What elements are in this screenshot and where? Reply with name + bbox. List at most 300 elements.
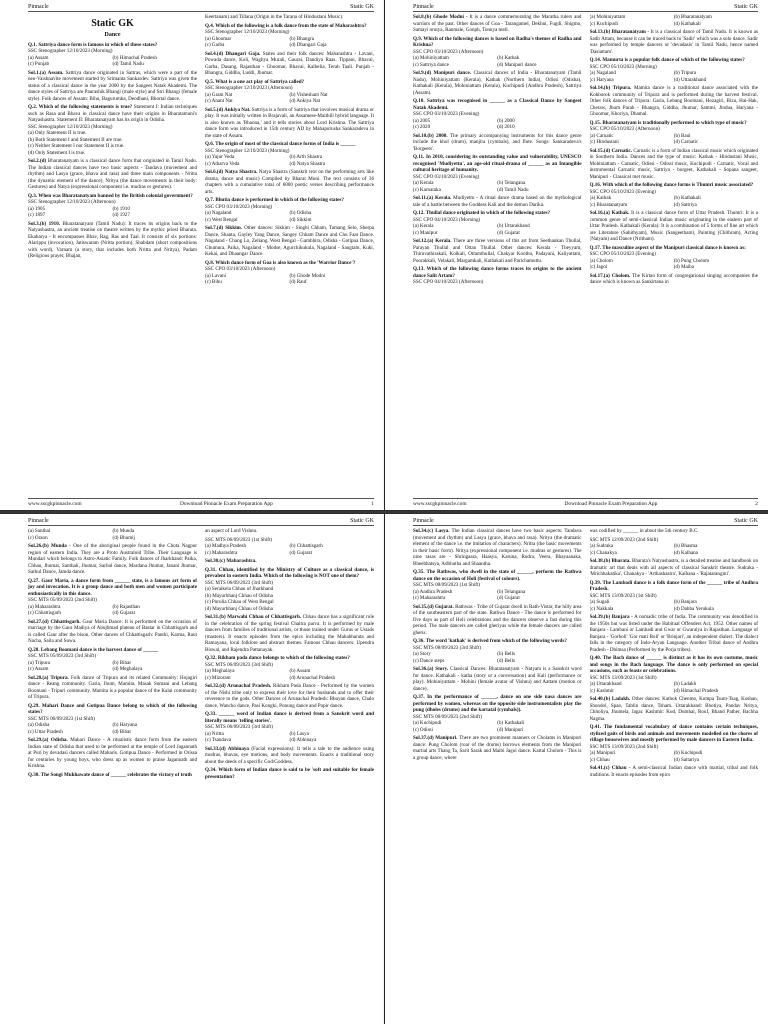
answer-option: (c) Oraon	[28, 534, 48, 541]
answer-option: (a) Carnatic	[589, 132, 614, 139]
answer-options	[28, 660, 197, 673]
answer-option: (c) Anant Nat	[205, 98, 233, 104]
answer-options	[590, 750, 759, 763]
answer-option: (d) Bihar	[112, 728, 132, 735]
answer-option: (a) Lavani	[205, 272, 227, 279]
question-text: Q.17. The masculine aspect of the Manipuri classical dance is known as:	[589, 244, 746, 251]
question-block	[205, 528, 374, 535]
answer-option: (c) Hindustani	[589, 139, 619, 145]
exam-source: SSC MTS 13/09/2023 (2nd Shift)	[589, 743, 659, 750]
body-text: Rathwas - Tribe of Gujarat dwell in Rath-Vistar, the hilly area of the southeastern part of the state. Rathwa Dance - The dance is performed for five days as part of Holi celebrations and the dancers observe a fast during this period. The male dancers are called gheriyas while the female dancers are called gheris.	[413, 603, 582, 636]
exam-source: SSC CPO 05/10/2023 (Evening)	[589, 188, 656, 195]
exam-source: SSC Stenographer 12/10/2023 (Afternoon)	[28, 199, 116, 205]
body-text: Mudiyettu - A ritual dance drama based on the mythological tale of a battle between the Goddess Kali and the demon Darika.	[413, 195, 582, 208]
question-block	[590, 273, 759, 286]
question-text: Q.30. The Songi Mukhawate dance of ______ celebrates the victory of truth	[28, 771, 192, 778]
solution-label: Sol.36.(a) Story.	[413, 666, 449, 672]
solution-label: Sol.8.(b) Ghode Modni -	[413, 14, 468, 20]
exam-source: SSC CPO 03/10/2023 (Afternoon)	[205, 266, 276, 272]
answer-option: (c) Chhau	[589, 756, 610, 763]
exam-source: SSC MTS 13/09/2023 (1st Shift)	[589, 674, 657, 681]
answer-option: (c) Bihu	[205, 279, 222, 285]
answer-option: (d) Mayurbhanj Chhau of Odisha	[205, 605, 273, 612]
answer-option: (c) Neither Statement I nor Statement II is true.	[28, 143, 125, 149]
body-text: Sattriya dance originated in Sattras, which were a part of the neo-Vaishnavite movement started by Srimanta Sankardev. Sattriya was given the status of a classical dance in the year 2000 by the Sangeet Natak Akademi. The dance styles of Sattriya are Paurashik Bhangi (male style) and Stri Bhangi (female style). Folk dances of Assam: Bihu, Bagurumba, Deodhani, Bhortal dance.	[28, 69, 197, 102]
answer-options	[590, 543, 759, 556]
header-subject: Static GK	[350, 517, 374, 524]
page-4	[385, 514, 768, 1024]
answer-option: (b) Bells	[497, 651, 515, 657]
question-block	[590, 245, 759, 271]
answer-option: (a) Kuchipudi	[413, 720, 442, 726]
solution-label: Sol.1.(a) Assam.	[28, 69, 64, 76]
question-block	[590, 210, 759, 243]
answer-option: (b) Lasya	[289, 730, 309, 737]
question-text: Q.8. Which dance form of Goa is also known as the 'Warrior Dance'?	[205, 259, 356, 266]
question-block	[205, 537, 374, 557]
exam-source: SSC MTS 08/09/2023 (2nd Shift)	[413, 713, 482, 720]
exam-source: SSC CPO 03/10/2023 (Evening)	[413, 111, 480, 117]
answer-option: (a) Sugali	[589, 599, 610, 605]
answer-option: (d) Sikkim	[289, 216, 312, 223]
answer-option: (b) Haryana	[112, 722, 137, 728]
solution-label: Sol.28.(a) Tripura.	[28, 674, 69, 681]
answer-option: (a) Nritta	[205, 730, 224, 737]
answer-option: (a) Seraikela Chhau of Jharkhand	[205, 586, 274, 592]
question-text: Q.36. The word 'kathak' is derived from which of the following words?	[413, 638, 567, 644]
body-text: Classical dances of India - Bharatanatyam (Tamil Nadu), Mohiniyattam (Kerala), Kathak (Northern India), Odissi (Odisha), Kathakali (Kerala), Mohiniattam (Kerala), Kuchipudi (Andhra Pradesh), Sattriya (Assam).	[413, 70, 582, 96]
exam-source: SSC CPO 04/10/2023 (Afternoon)	[413, 279, 484, 285]
question-text: Q.16. With which of the following dance forms is Thumri music associated?	[589, 182, 754, 188]
answer-option: (c) 1897	[28, 212, 46, 218]
footer-app-promo: Download Pinnacle Exam Preparation App	[564, 500, 658, 507]
answer-option: (c) Odissi	[413, 726, 433, 733]
column-1	[28, 528, 197, 1010]
answer-option: (b) Rajasthan	[112, 603, 140, 610]
answer-option: (a) Maharashtra	[28, 603, 61, 610]
question-text: Q.2. Which of the following statements is true?	[28, 104, 133, 110]
question-text: Q.11. In 2010, considering its outstanding value and vulnerability, UNESCO recognised 'Mudiyettu', an age-old ritual-drama of ______ as an Intangible cultural heritage of humanity.	[413, 154, 582, 173]
page-columns	[28, 528, 374, 1010]
question-block	[205, 79, 374, 105]
answer-options	[28, 528, 197, 541]
body-text: A semi-classical Indian dance with martial, tribal and folk traditions. It enacts episodes from epics	[589, 765, 758, 778]
answer-option: (b) Baul	[673, 132, 691, 139]
page-columns	[28, 14, 374, 496]
question-block	[28, 675, 197, 701]
answer-option: (a) Ghoomar	[205, 35, 232, 42]
answer-option: (a) Yajur Veda	[205, 154, 235, 160]
question-list	[413, 14, 582, 286]
column-1	[413, 14, 582, 496]
answer-options	[205, 586, 374, 612]
body-text: Bharatanatyam (Tamil Nadu): It traces its origins back to the Natyashastra, an ancient treatise on theatre written by the mythic priest Bharata. Ekaharya - It encompasses Bhav, Rag, Ras and Taal. It consists of six portions: Alarippu (invocation), Jatiswaram (Nritta portion), Shabdam (short compositions with word), Varnam (a story, that includes both Nritta and Nritya), Padam (Religious prayer, Bhajan,	[28, 220, 197, 259]
question-block	[413, 238, 582, 264]
answer-option: (d) Gujarat	[497, 229, 520, 236]
footer-app-promo: Download Pinnacle Exam Preparation App	[180, 500, 273, 507]
body-text: It is a dance commemorating the Maratha rulers and warriors of the past. Other dances of Goa - Tarangamel, Dekhni, Fugdi, Shigmo, Samayi nrutya, Ranmale, Gonph, Tonnya mell.	[413, 14, 582, 33]
body-text: There are two prominent manners or Cholams in Manipuri dance: Pung Cholom (roar of the drums) borrows elements from the Manipuri martial arts Thang Ta, Sarit Sarak and Maibi Jagoi dance. Kartal Cholom - This is a group dance, where	[413, 735, 582, 761]
answer-options	[413, 223, 582, 236]
exam-source: SSC MTS 12/09/2023 (2nd Shift)	[589, 536, 659, 543]
answer-option: (b) Munda	[112, 528, 135, 534]
answer-option: (c) Maharashtra	[413, 595, 446, 601]
question-block	[590, 14, 759, 27]
answer-option: (c) Sattriya dance	[413, 61, 449, 68]
answer-option: (c) Manipur	[413, 229, 438, 236]
question-block	[413, 133, 582, 153]
question-block	[205, 141, 374, 167]
answer-option: (d) Sattriya	[673, 201, 697, 208]
question-block	[413, 36, 582, 69]
body-text: There are three versions of this art from Seethankan Thullal, Parayan Thullal and Ottan Thullal. Other dances: Kerala - Theyyam, Thiruvathirakali, Kolkali, Ottamthullal, Chakyar Koothu, Padayani, Kaliyattam, Poorakkali, Velakali, Margamkali, Kathakali and Parichamuttu.	[413, 238, 582, 264]
header-subject: Static GK	[350, 3, 374, 10]
column-2	[590, 528, 759, 1010]
answer-option: (d) Tamil Nadu	[497, 186, 529, 193]
question-block	[590, 528, 759, 535]
exam-source: SSC MTS 06/09/2023 (1st Shift)	[205, 536, 273, 543]
answer-option: (b) Bhasma	[673, 543, 698, 549]
answer-option: (b) Himachal Pradesh	[112, 54, 157, 61]
answer-option: (b) Both Statement I and Statement II are true.	[28, 136, 123, 143]
solution-label: Sol.16.(a) Kathak.	[589, 210, 630, 216]
answer-option: (b) Kathakali	[673, 195, 701, 201]
answer-option: (d) Tamil Nadu	[112, 61, 144, 67]
solution-label: Sol.39.(b) Banjara -	[589, 614, 633, 620]
body-text: Classical Dances: Bharatanatyam - Natyam is a Sanskrit word for dance. Kathakali - katha (story or a conversation) and Kali (performance or play). Mohiniyattam - Mohini (female avatar of Vishnu) and Aattam (motion or dance).	[413, 666, 582, 692]
solution-label: Sol.2.(d)	[28, 158, 47, 164]
question-list	[205, 528, 374, 780]
body-text: It is a classical dance form of Uttar Pradesh. Thumri: It is a common genre of semi-classical Indian music originating in the eastern part of Uttar Pradesh. Kathakali (Kerala): It is a combination of 5 forms of fine art which are Literature (Sahithyam), Music (Sangeetham), Painting (Chithram), Acting (Natyam) and Dance (Nritham).	[589, 210, 758, 242]
body-text: Chhau dance has a significant role in the celebration of the spring festival Chaitra parva. It is performed by male dancers from families of traditional artists, or those trained under Gurus or Ustads (masters). It enacts episodes from the epics including the Mahabharata and Ramayana, local folklore and abstract themes. Famous Chhau dancers: Upendra Biswal, and Rajendra Pattanayak.	[205, 614, 374, 653]
exam-source: SSC MTS 06/09/2023 (3rd Shift)	[205, 724, 273, 730]
exam-source: SSC Stenographer 12/10/2023 (Morning)	[205, 29, 290, 35]
question-block	[28, 543, 197, 576]
answer-option: (d) Carnatic	[673, 139, 699, 145]
answer-option: (c) Kuchipudi	[589, 20, 618, 27]
question-text: Q.4. Which of the following is a folk dance from the state of Maharashtra?	[205, 22, 367, 29]
answer-option: (d) Arunachal Pradesh	[289, 674, 336, 681]
answer-option: (a) Kerala	[413, 180, 434, 186]
answer-option: (b) Kathak	[497, 55, 520, 61]
body-text: Gaur Maria Dance: It is performed on the occasion of marriage by the Gaur Madiya of Abujhmad plateau of Bastar in Chhattisgarh and is called Gaur after the bison. Other dances of Chhattisgarh: Panthi, Karma, Raut Nacha, Saila and Suwa.	[28, 618, 197, 644]
question-block	[590, 537, 759, 557]
answer-option: (a) Mohiniyattam	[413, 55, 449, 61]
answer-option: (d) Bhumij	[112, 534, 135, 541]
question-block	[205, 107, 374, 140]
answer-option: (d) Kathakali	[673, 20, 701, 27]
exam-source: SSC MTS 06/09/2023 (1st Shift)	[28, 715, 96, 722]
answer-options	[28, 722, 197, 735]
solution-label: Sol.13.(b) Bharatanatyam -	[589, 29, 650, 35]
answer-option: (b) Pung Cholom	[673, 257, 710, 264]
solution-label: Sol.40.(b) Ladakh.	[589, 696, 631, 702]
question-block	[28, 193, 197, 219]
exam-source: SSC CPO 03/10/2023 (Evening)	[413, 173, 480, 180]
body-text: Mahari Dance - A ritualistic dance form from the eastern Indian state of Odisha that used to be performed at the temple of Lord Jagannath at Puri by devadasi dancers called Maharis. Gotipua Dance - Performed in Orissa for centuries by young boys, who dress up as women to praise Jagannath and Krishna.	[28, 737, 197, 769]
answer-options	[28, 55, 197, 68]
page-3	[0, 514, 384, 1024]
page-number: 2	[755, 500, 758, 507]
footer-website: www.sscgkpinnacle.com	[28, 500, 82, 507]
question-text: Q.10. Sattriya was recognised in ______ as a Classical Dance by Sangeet Natak Akademi.	[413, 98, 582, 111]
solution-label: Sol.14.(b) Tripura.	[589, 85, 632, 91]
answer-options	[590, 599, 759, 612]
page-columns	[413, 528, 758, 1010]
body-text: an aspect of Lord Vishnu.	[205, 528, 258, 534]
question-list	[413, 528, 582, 761]
answer-option: (a) Manipuri	[589, 750, 616, 756]
body-text: Carnatic is a form of Indian classical music which originated in Southern India. Dances and the type of music: Kathak - Hindustani Music, Mohiniattam - Carnatic, Odissi - Odissi music, Kuchipudi - Carnatic, Vocal and instrumental Carnatic music, Sattriya - borgeet, Kathakali - Sopana sangeet, Manipuri - Classical met music.	[589, 147, 758, 180]
question-block	[28, 158, 197, 191]
answer-options	[413, 720, 582, 733]
question-block	[590, 57, 759, 83]
body-text: Mamita dance is a traditional dance associated with the Kokborok community of Tripura and is performed during the harvest festival. Other folk dances of Tripura: Garia, Lebang Boomani, Hozagiri, Bizu, Hai-Hak, Cheraw, Jhum Parab - Bhangra, Giddha, Jhumar, Sammi, Jindua, Haryana - Ghoomar, Khoriya, Dhamal.	[589, 85, 758, 117]
question-block	[590, 765, 759, 778]
answer-option: (d) Manipuri	[497, 726, 524, 733]
question-block	[413, 154, 582, 193]
answer-option: (a) Odisha	[28, 722, 50, 728]
answer-option: (c) Haryana	[589, 76, 614, 83]
question-text: Q.37. In the performance of ______, dance on one side nasa dances are performed by women, whereas on the opposite side instrumentalists play the pung (dholes (drums) and the kartatal (cymbals)).	[413, 694, 582, 713]
answer-option: (b) Bhangra	[289, 35, 314, 42]
exam-source: SSC MTS 13/09/2023 (1st Shift)	[589, 592, 657, 599]
section-title: Dance	[104, 32, 121, 38]
question-block	[413, 638, 582, 664]
exam-source: SSC MTS 05/09/2023 (3rd Shift)	[28, 653, 96, 659]
question-block	[205, 746, 374, 766]
exam-source: SSC Stenographer 12/10/2023 (Morning)	[28, 48, 113, 54]
solution-label: Sol.3.(b) 1910.	[28, 220, 61, 227]
answer-option: (b) Arth Shastra	[289, 154, 323, 160]
answer-option: (a) Nagaland	[589, 70, 616, 76]
page-header	[28, 2, 374, 12]
question-text: Q.32. Rikham pada dance belongs to which of the following states?	[205, 655, 350, 661]
answer-options	[28, 604, 197, 617]
answer-option: (c) Garba	[205, 42, 225, 48]
question-block	[590, 558, 759, 578]
question-text: Q.28. Lebang Boomani dance is the harvest dance of ______	[28, 646, 159, 653]
question-text: Q.41. The fundamental vocabulary of dance contains certain techniques, stylized gaits of birds and animals and movements modelled on the chores of village housewives and mostly performed by male dancers in Eastern India.	[589, 724, 758, 743]
question-block	[28, 104, 197, 156]
question-block	[205, 169, 374, 195]
answer-options	[590, 195, 759, 208]
answer-option: (a) Kathak	[589, 195, 612, 201]
solution-label: Sol.41.(c) Chhau -	[589, 765, 631, 771]
exam-source: SSC CPO 03/10/2023 (Morning)	[205, 203, 273, 210]
answer-option: (c) Nakkala	[589, 605, 614, 612]
question-block	[413, 70, 582, 96]
question-text: Q.14. Mamurta is a popular folk dance of which of the following states?	[589, 57, 745, 63]
exam-source: SSC Stenographer 12/10/2023 (Afternoon)	[205, 85, 293, 91]
answer-option: (b) Telangana	[497, 588, 526, 595]
exam-source: SSC MTS 06/09/2023 (3rd Shift)	[205, 661, 273, 668]
body-text: (Facial expressions): It tells a tale to the audience using mudras, bhavas, eye motions, and body movements. Enacts a traditional story about the deeds of a specific God/Goddess.	[205, 745, 374, 765]
answer-option: (c) Uttar Pradesh	[28, 728, 63, 735]
answer-options	[590, 133, 759, 146]
answer-options	[413, 589, 582, 602]
answer-option: (d) Kalhana	[673, 549, 698, 556]
answer-options	[205, 210, 374, 223]
body-text: Sattriya is a form of Sattriya that involves musical drama or play. It was initially written in Brajavali, an Assamese-Maithili hybrid language. It is also known as 'Bhaona,' and it tells stories about Lord Krishna. The Sattriya dance form was introduced in 15th century AD by Mahapurusha Sankaradeva in the state of Assam.	[205, 106, 374, 139]
answer-options	[413, 651, 582, 664]
body-text: It is a classical dance of Tamil Nadu. It is known as Sadir Attam, because it can be traced back to 'Sadir' which was a solo dance. Sadir was performed by temple dancers or 'devadasis' in Tamil Nadu, hence named 'Dasiattam'.	[589, 29, 758, 55]
footer-website: www.sscgkpinnacle.com	[413, 500, 467, 507]
answer-option: (b) Chhattisgarh	[289, 543, 323, 549]
document-title: Static GK	[91, 18, 134, 29]
header-brand: Pinnacle	[413, 3, 434, 10]
answer-option: (b) Odisha	[289, 210, 312, 216]
question-block	[205, 567, 374, 613]
answer-option: (c) Punjab	[28, 61, 50, 67]
solution-label: Sol.31.(b) Marwahi Chhau of Chhattisgarh.	[205, 614, 302, 620]
exam-source: SSC MTS 05/09/2023 (2nd Shift)	[28, 597, 97, 603]
question-block	[28, 221, 197, 260]
answer-option: (d) Himachal Pradesh	[673, 687, 719, 694]
answer-option: (d) Only Statement I is true.	[28, 149, 86, 156]
body-text: Natya Shastra (Sanskrit text on the performing arts like drama, dance and music) Compiled by Bharat Muni. The text consists of 36 chapters with a cumulative total of 6000 poetic verses describing performance arts.	[205, 169, 374, 195]
column-1	[28, 14, 197, 496]
question-text: Q.9. Which of the following dances is based on Radha's themes of Radha and Krishna?	[413, 35, 582, 48]
answer-option: (d) Meghalaya	[112, 666, 143, 672]
question-block	[413, 569, 582, 602]
solution-label: Sol.27.(d) Chhattisgarh.	[28, 618, 81, 625]
header-subject: Static GK	[734, 3, 758, 10]
question-block	[590, 614, 759, 653]
column-2	[590, 14, 759, 496]
body-text: The Indian classical dances have two basic aspects: Tandava (movement and rhythm) and Lasya (grace, bhava and rasa). Nritya (the dramatic element of the dance i.e. the imitation of characters). Nritta (the basic movements in their basic form). Nritya (expressional component i.e. mudras or gestures). The nine rasas are - Shringaara, Haasya, Karuna, Rudra, Veera, Bhayaanaka, Bheebhatsya, Adbhutha and Shaantha.	[413, 528, 582, 567]
answer-option: (c) Jagoi	[589, 264, 608, 270]
answer-options	[590, 70, 759, 83]
question-list	[28, 42, 197, 260]
exam-source: SSC MTS 08/09/2023 (3rd Shift)	[413, 644, 481, 651]
solution-label: Sol.10.(b) 2000.	[413, 132, 448, 139]
answer-option: (c) Atharva Veda	[205, 160, 240, 167]
solution-label: Sol.35.(d) Gujarat.	[413, 603, 454, 610]
answer-option: (b) 1910	[112, 205, 130, 212]
answer-options	[205, 92, 374, 105]
question-block	[205, 711, 374, 744]
answer-option: (b) Kathakali	[497, 720, 525, 726]
question-block	[205, 260, 374, 286]
answer-option: (b) Bharatanatyam	[673, 14, 712, 20]
exam-source: SSC CPO 05/10/2023 (Morning)	[589, 63, 657, 70]
answer-option: (a) Gram Nat	[205, 91, 233, 98]
body-text: Bharatanatyam is a classical dance form that originated in Tamil Nadu. The Indian classical dances have two basic aspects - Tandava (movement and rhythm) and Lasya (grace, bhava and rasa) and three main components - Nritta (the dynamic element of the dance), Nritya (the dance movements in their body: Gestures) and Natya (expressional component i.e. mudras or gestures).	[28, 158, 197, 190]
column-1	[413, 528, 582, 1010]
answer-option: (b) Kuchipudi	[673, 750, 703, 756]
question-block	[590, 148, 759, 181]
answer-option: (c) Bharatanatyam	[589, 201, 628, 208]
question-text: Q.7. Bhutia dance is performed in which of the following states?	[205, 197, 344, 203]
answer-option: (a) Sudraka	[589, 543, 614, 549]
answer-options	[205, 668, 374, 681]
answer-option: (a) Andhra Pradesh	[413, 588, 453, 595]
answer-option: (b) Vishesham Nat	[289, 91, 328, 98]
question-text: Q.29. Mahari Dance and Gotipua Dance belong to which of the following states?	[28, 702, 197, 715]
question-block	[413, 694, 582, 733]
question-block	[590, 655, 759, 694]
answer-option: (b) Bihar	[112, 659, 132, 666]
page-columns	[413, 14, 758, 496]
answer-option: (d) Ankiya Nat	[289, 98, 321, 104]
answer-option: (a) Meghalaya	[205, 668, 235, 674]
answer-option: (d) Rauf	[289, 279, 307, 285]
question-block	[413, 528, 582, 567]
question-block	[28, 772, 197, 779]
answer-option: (c) Dance steps	[413, 657, 445, 664]
page-number: 1	[371, 500, 374, 507]
answer-option: (c) Purulia Chhau of West Bengal	[205, 599, 274, 605]
column-2	[205, 528, 374, 1010]
question-block	[205, 14, 374, 21]
answer-option: (b) Uttarakhand	[497, 223, 530, 229]
answer-option: (a) Cholom	[589, 257, 613, 264]
answer-option: (a) Uttarakhand	[589, 681, 622, 687]
question-block	[413, 666, 582, 692]
answer-option: (c) Kashmir	[589, 687, 614, 694]
exam-source: SSC CPO 04/10/2023 (Morning)	[413, 216, 481, 223]
exam-source: SSC CPO 05/10/2023 (Evening)	[589, 251, 656, 257]
body-text: Keertanam) and Tillana (Origin in the Tarana of Hindustani Music).	[205, 14, 344, 20]
solution-label: Sol.5.(d) Ankiya Nat.	[205, 106, 251, 113]
answer-options	[413, 118, 582, 131]
answer-option: (d) Gujarat	[289, 549, 312, 556]
page-header	[413, 516, 758, 526]
solution-label: Sol.37.(d) Manipuri.	[413, 735, 458, 741]
question-block	[205, 197, 374, 223]
question-block	[590, 580, 759, 613]
answer-options	[413, 55, 582, 68]
answer-option: (a) Story	[413, 651, 431, 657]
answer-option: (d) Maiba	[673, 264, 694, 270]
answer-option: (d) 1927	[112, 212, 130, 218]
answer-option: (d) Sattariya	[673, 756, 700, 763]
page-header	[28, 516, 374, 526]
answer-option: (d) Gujarat	[497, 595, 520, 601]
question-text: Q.15. Bharatanatyam is traditionally performed to which type of music?	[589, 119, 747, 126]
answer-option: (c) West Bengal	[205, 216, 238, 223]
question-block	[205, 767, 374, 780]
question-text: Q.12. Thullal dance originated in which of the following states?	[413, 210, 551, 216]
answer-options	[205, 36, 374, 49]
question-block	[28, 703, 197, 736]
exam-source: SSC Stenographer 12/10/2023 (Morning)	[28, 123, 113, 130]
question-block	[28, 647, 197, 673]
question-block	[590, 120, 759, 146]
solution-label: Sol.12.(a) Kerala.	[413, 238, 452, 244]
solution-label: Sol.34.(c) Lasya.	[413, 528, 450, 534]
answer-option: (a) Tripura	[28, 659, 50, 666]
header-brand: Pinnacle	[28, 3, 49, 10]
answer-option: (b) Assam	[289, 668, 311, 674]
answer-option: (d) Uttarakhand	[673, 76, 707, 83]
answer-option: (a) Only Statement II is true.	[28, 130, 87, 136]
answer-option: (c) Assam	[28, 666, 49, 672]
answer-option: (c) Chhattisgarh	[28, 610, 61, 616]
question-block	[590, 724, 759, 763]
answer-option: (b) Mayurbhanj Chhau of Odisha	[205, 592, 273, 599]
question-block	[590, 696, 759, 722]
page-footer	[413, 498, 758, 507]
solution-label: Sol.33.(d) Abhinaya	[205, 745, 249, 752]
question-text: Q.1. Sattriya dance form is famous in which of these states?	[28, 41, 158, 48]
question-block	[413, 210, 582, 236]
solution-label: Sol.29.(a) Odisha.	[28, 737, 68, 743]
page-header	[413, 2, 758, 12]
question-block	[205, 51, 374, 77]
answer-option: (a) Nagaland	[205, 210, 232, 216]
